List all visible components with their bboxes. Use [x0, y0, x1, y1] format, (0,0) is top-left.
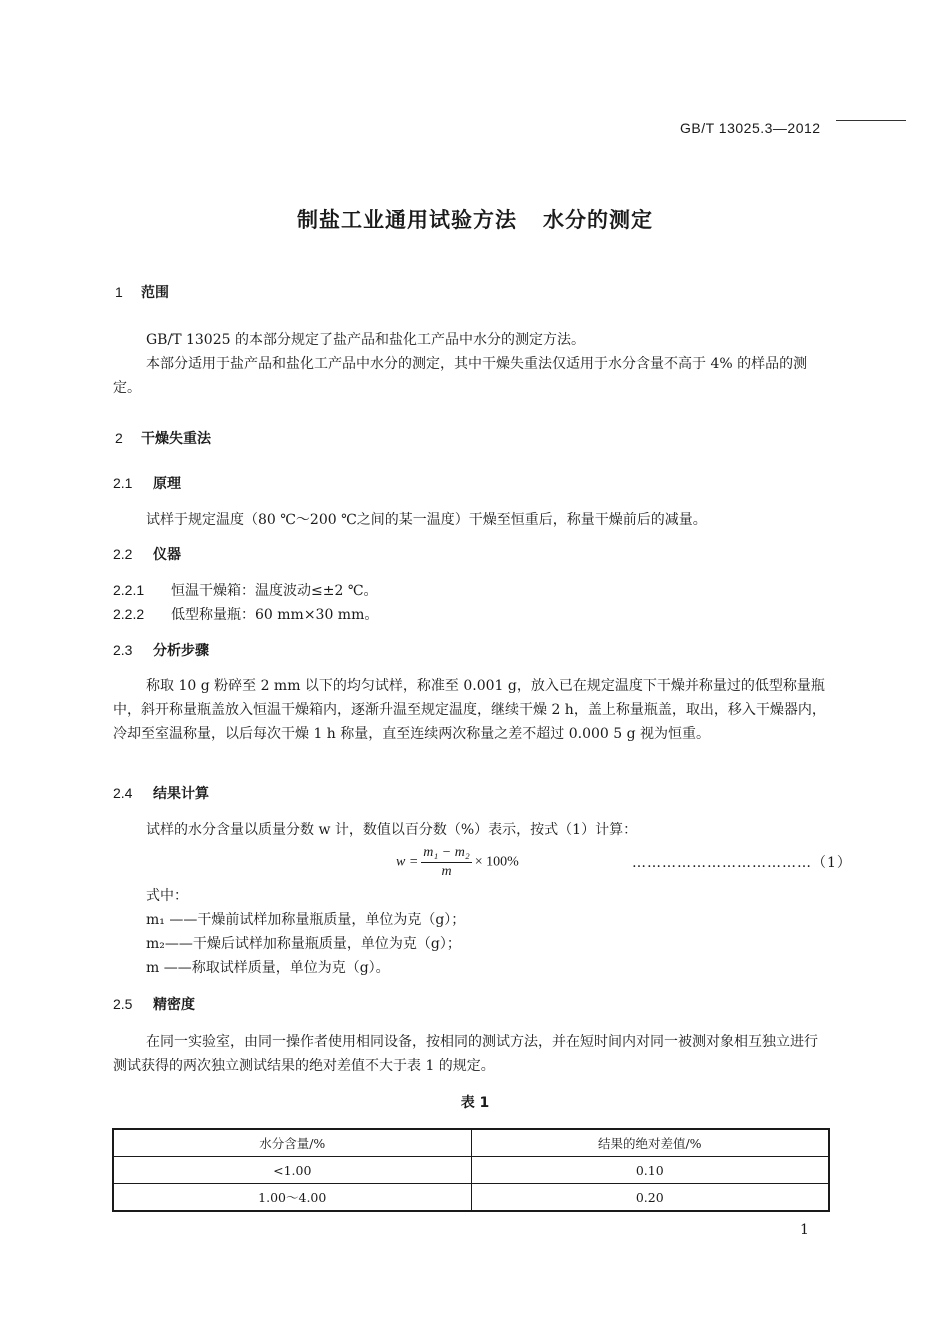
section-2-5-para: 在同一实验室，由同一操作者使用相同设备，按相同的测试方法，并在短时间内对同一被测对象相互独立进行测试获得的两次独立测试结果的绝对差值不大于表 1 的规定。 — [113, 1034, 818, 1074]
variable-m2: m₂——干燥后试样加称量瓶质量，单位为克（g）； — [146, 936, 461, 952]
table-row — [113, 1157, 829, 1184]
title-part-2: 水分的测定 — [543, 208, 653, 232]
table-header-row — [113, 1129, 829, 1157]
section-2-1-heading: 2.1 原理 — [113, 475, 181, 492]
table-cell: 0.20 — [471, 1184, 829, 1212]
table-1 — [112, 1128, 830, 1212]
variable-m1: m₁ ——干燥前试样加称量瓶质量，单位为克（g）； — [146, 912, 466, 928]
item-2-2-1: 2.2.1 恒温干燥箱：温度波动≤±2 ℃。 — [113, 582, 378, 599]
section-2-3-heading: 2.3 分析步骤 — [113, 642, 209, 659]
table-cell: <1.00 — [113, 1157, 471, 1184]
section-1-para-2: 本部分适用于盐产品和盐化工产品中水分的测定，其中干燥失重法仅适用于水分含量不高于 4% 的样品的测定。 — [113, 356, 808, 396]
document-title — [0, 204, 950, 234]
variable-m: m ——称取试样质量，单位为克（g）。 — [146, 960, 390, 976]
section-2-heading: 2 干燥失重法 — [115, 430, 211, 447]
section-1-heading: 1 范围 — [115, 284, 169, 301]
title-part-1: 制盐工业通用试验方法 — [297, 208, 517, 232]
section-2-4-para: 试样的水分含量以质量分数 w 计，数值以百分数（%）表示，按式（1）计算： — [146, 822, 638, 838]
standard-number: GB/T 13025.3—2012 — [680, 120, 821, 136]
table-1-caption: 表 1 — [460, 1095, 490, 1111]
section-2-2-heading: 2.2 仪器 — [113, 546, 181, 563]
table-header-cell: 结果的绝对差值/% — [471, 1129, 829, 1157]
header-rule — [836, 120, 906, 121]
formula-fraction: $\frac{\text{m₁ − m₂}}{m}$ — [423, 845, 470, 879]
section-2-4-heading: 2.4 结果计算 — [113, 785, 209, 802]
section-1-para-1: GB/T 13025 的本部分规定了盐产品和盐化工产品中水分的测定方法。 — [146, 332, 585, 348]
equation-number: ………………………………（1） — [632, 855, 852, 871]
table-header-cell: 水分含量/% — [113, 1129, 471, 1157]
table-cell: 1.00～4.00 — [113, 1184, 471, 1212]
where-label: 式中： — [146, 888, 188, 904]
item-2-2-2: 2.2.2 低型称量瓶：60 mm×30 mm。 — [113, 606, 379, 623]
section-2-1-para: 试样于规定温度（80 ℃～200 ℃之间的某一温度）干燥至恒重后，称量干燥前后的减量。 — [146, 512, 707, 528]
table-row — [113, 1184, 829, 1212]
section-2-3-para: 称取 10 g 粉碎至 2 mm 以下的均匀试样，称准至 0.001 g，放入已在规定温度下干燥并称量过的低型称量瓶中，斜开称量瓶盖放入恒温干燥箱内，逐渐升温至规定温度，继续干燥 2 h，盖上称量瓶盖，取出，移入干燥器内，冷却至室温称量，以后每次干燥 1 h 称量，直至连续两次称量之差不超过 0.000 5 g 视为恒重。 — [113, 678, 826, 742]
page-number: 1 — [800, 1222, 809, 1238]
table-cell: 0.10 — [471, 1157, 829, 1184]
section-2-5-heading: 2.5 精密度 — [113, 996, 195, 1013]
formula-1: w = $\frac{\text{m₁ − m₂}}{m}$ × 100% — [396, 845, 519, 879]
